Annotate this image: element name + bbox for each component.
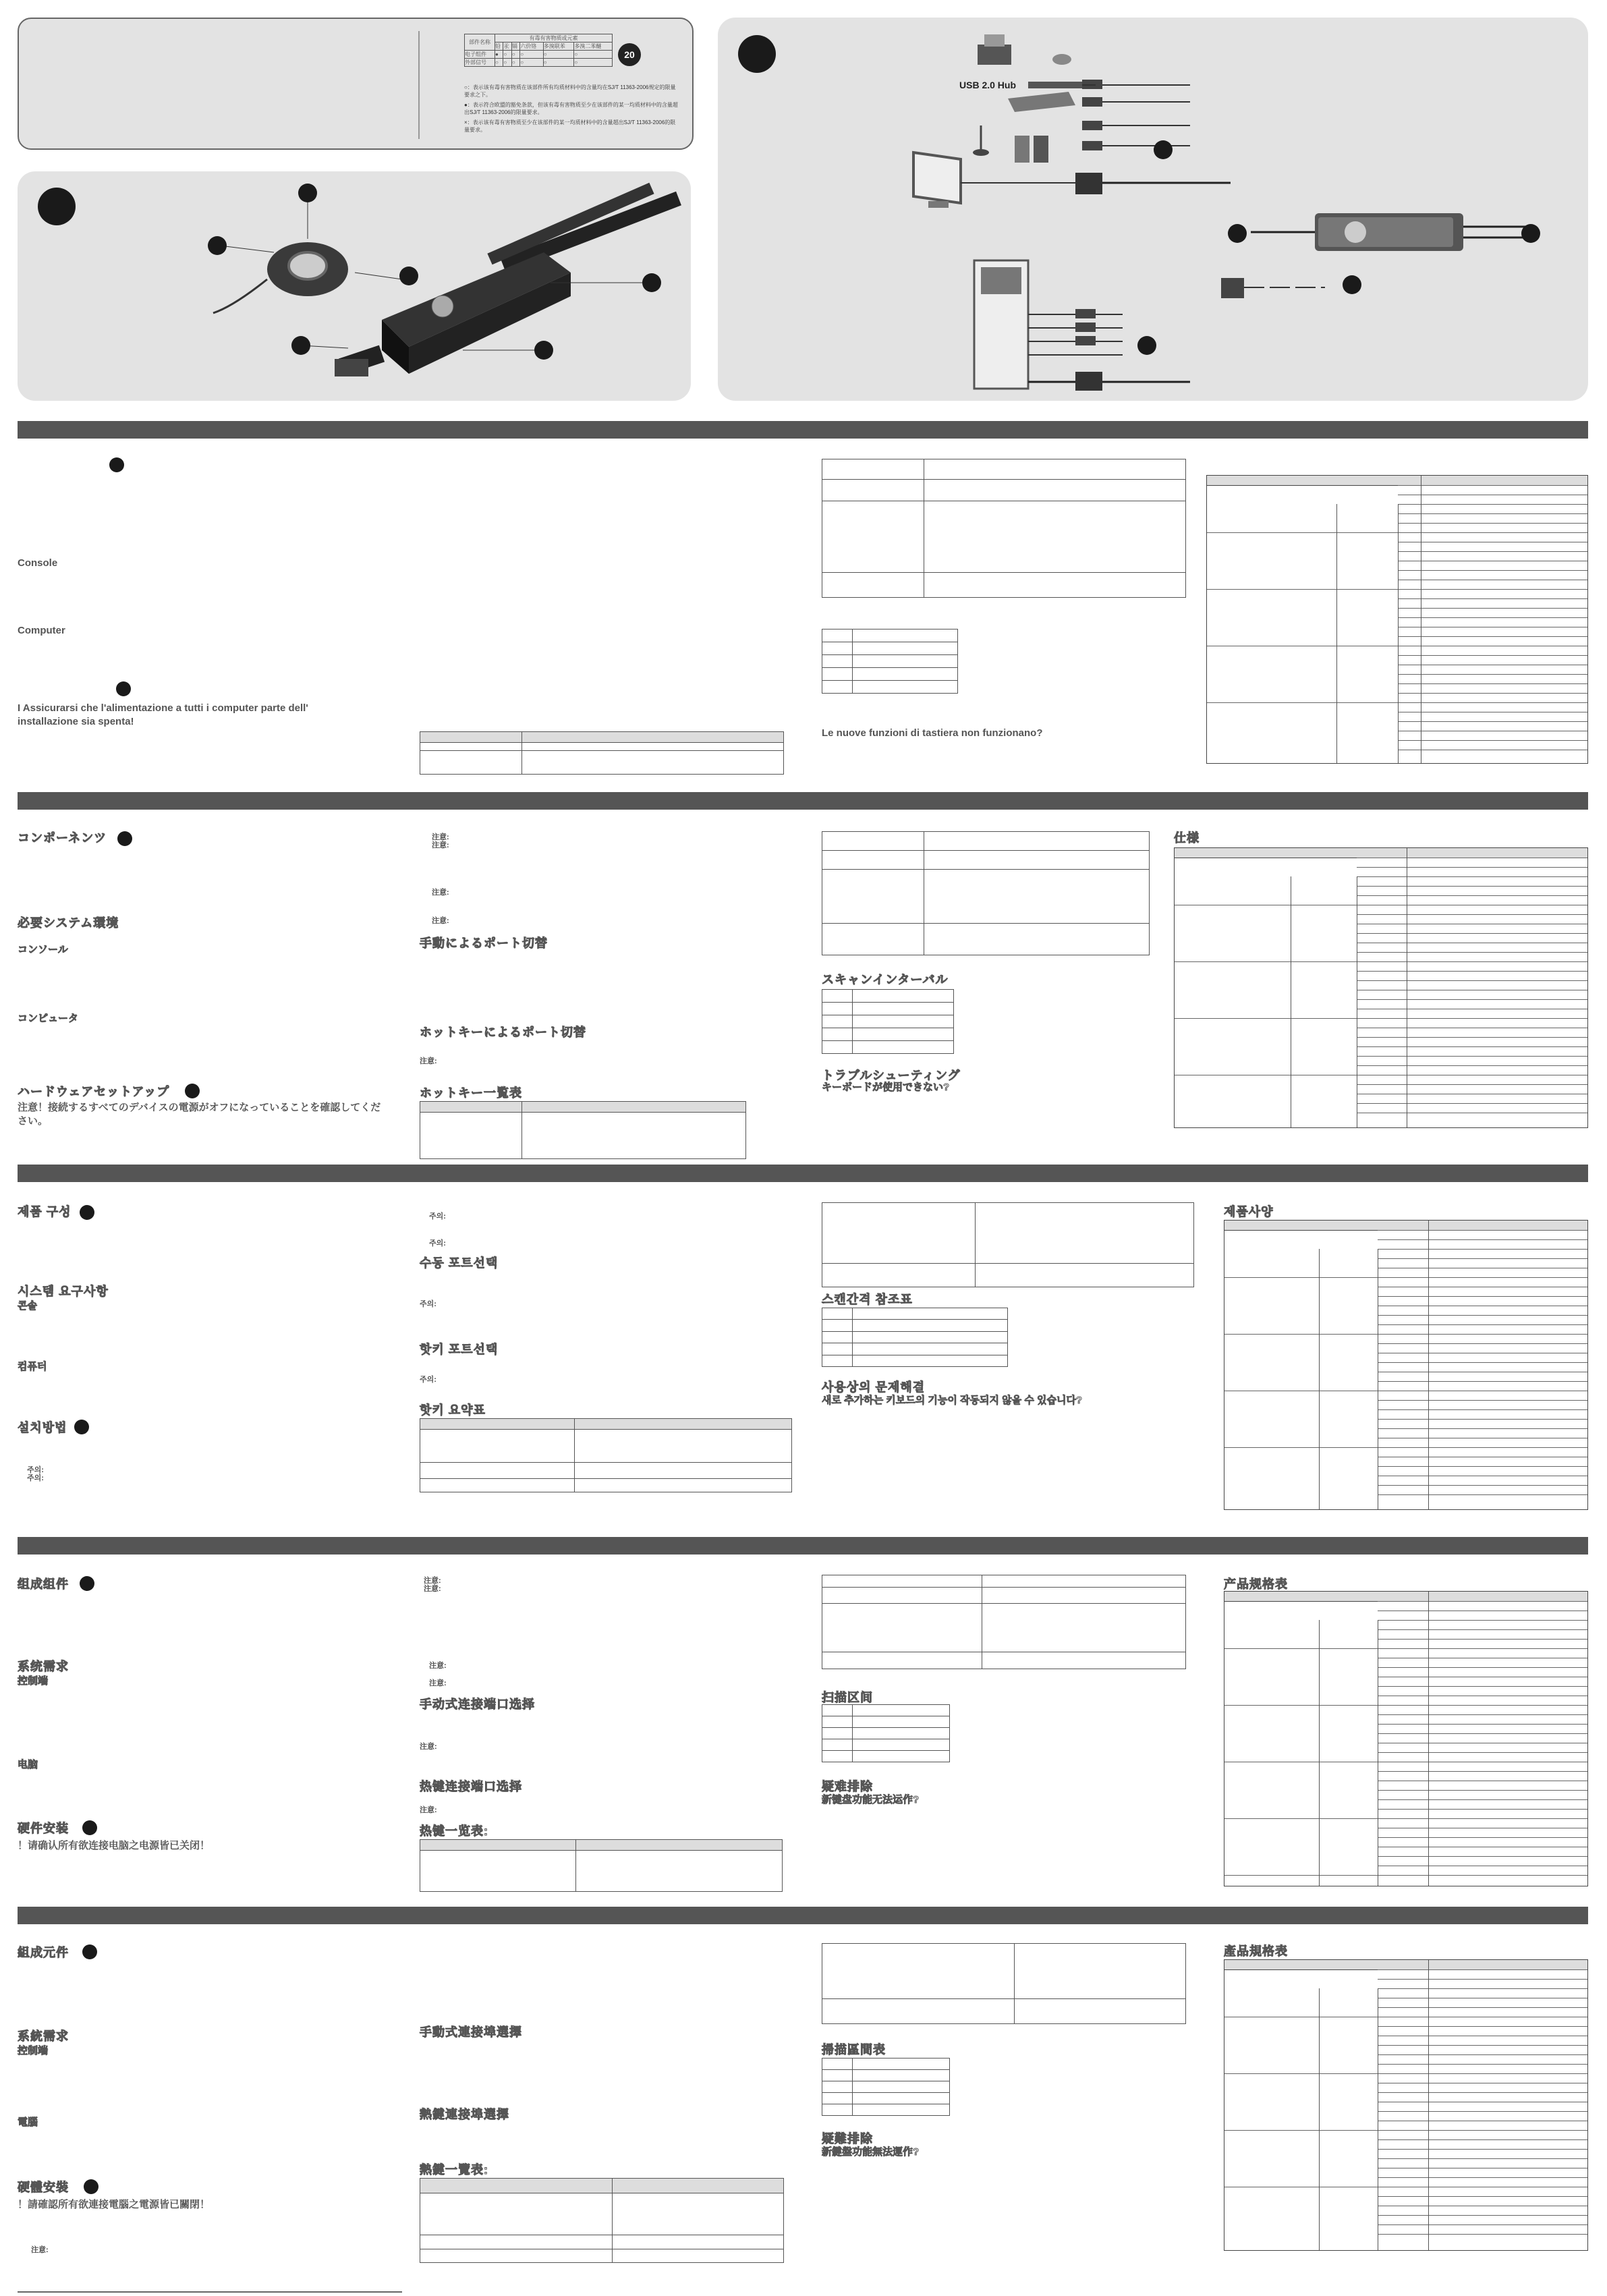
spec-row-line [1378,1296,1587,1297]
spec-heading: 产品规格表 [1224,1577,1288,1591]
note-label: 注意: [424,1577,441,1585]
spec-row-line [1398,740,1587,741]
note-label: 注意: [432,841,449,849]
spec-row-line [1378,1771,1587,1772]
spec-row-line [1378,2224,1587,2225]
command-table [822,1943,1186,2024]
summary-heading: 핫키 요약표 [420,1403,486,1417]
summary-heading: ホットキー一覧表 [420,1086,522,1100]
note-label: 주의: [420,1376,436,1384]
spec-row-line [1175,961,1587,962]
rohs-cell: ○ [543,59,574,67]
note-label: 注意: [420,1743,437,1751]
spec-row-line [1378,1837,1587,1838]
spec-row-line [1357,980,1587,981]
spec-row-line [1378,2149,1587,2150]
spec-row-line [1207,532,1587,533]
spec-row-line [1398,523,1587,524]
hotkey-heading: 熱鍵連接埠選擇 [420,2108,509,2121]
spec-row-line [1378,2215,1587,2216]
trouble-heading: 疑難排除 [822,2132,873,2146]
components-heading: コンポーネンツ [18,831,107,845]
hotkey-table [420,2178,784,2263]
spec-row-line [1378,2007,1587,2008]
note-label: 注意: [31,2246,49,2254]
spec-row-line [1378,1494,1587,1495]
spec-col-line [1319,1249,1320,1509]
spec-row-line [1357,1084,1587,1085]
trouble-question: 新鍵盤功能無法運作? [822,2146,920,2158]
spec-row-line [1378,1428,1587,1429]
spec-row-line [1378,2026,1587,2027]
spec-col-line [1398,504,1399,763]
console-heading: コンソール [18,944,68,955]
summary-heading: 热键一览表: [420,1824,488,1838]
rohs-col: 铅 [495,43,503,51]
scan-heading: 掃描區間表 [822,2043,886,2056]
setup-heading: 硬件安装 [18,1822,69,1835]
spec-heading: 產品規格表 [1224,1944,1288,1958]
spec-table [1174,847,1588,1128]
spec-row-line [1378,1620,1587,1621]
spec-row-line [1378,1856,1587,1857]
hotkey-heading: 핫키 포트선택 [420,1343,499,1356]
spec-row-line [1378,1752,1587,1753]
rohs-cell: ○ [520,59,544,67]
spec-row-line [1207,702,1587,703]
troubleshoot-question: Le nuove funzioni di tastiera non funzionano? [822,727,1043,739]
spec-row-line [1378,1400,1587,1401]
console-heading: Console [18,557,58,569]
spec-row-line [1207,589,1587,590]
spec-row-line [1378,2196,1587,2197]
rohs-table [464,34,613,67]
spec-row-line [1378,1667,1587,1668]
spec-row-line [1357,1065,1587,1066]
spec-table [1206,475,1588,764]
warning-text: ！请确认所有欲连接电脑之电源皆已关闭！ [18,1840,210,1851]
rohs-cell: ● [495,51,503,59]
rohs-cell: ○ [543,51,574,59]
spec-row-line [1378,1315,1587,1316]
spec-row-line [1378,1249,1587,1250]
spec-row-line [1357,952,1587,953]
setup-heading: ハードウェアセットアップ [18,1085,170,1098]
spec-row-line [1398,513,1587,514]
note-label: 注意: [429,1679,447,1687]
command-table [822,1575,1186,1669]
rohs-cell: ○ [503,59,511,67]
spec-row-line [1378,1686,1587,1687]
warning-text: ！請確認所有欲連接電腦之電源皆已關閉！ [18,2199,210,2210]
hotkey-table [420,731,784,775]
spec-row-line [1224,1334,1587,1335]
section-marker [80,1205,94,1220]
note-label: 주의: [429,1239,446,1248]
trouble-heading: 疑难排除 [822,1780,873,1793]
computer-heading: Computer [18,625,65,636]
spec-row-line [1398,721,1587,722]
spec-row-line [1378,2054,1587,2055]
rohs-part-header: 部件名称 [465,34,495,51]
spec-table [1224,1591,1588,1886]
spec-header-row [1224,1592,1587,1602]
rohs-title: 有毒有害物质或元素 [495,34,613,43]
trouble-question: 新键盘功能无法运作? [822,1794,920,1805]
hotkey-heading: 热键连接端口选择 [420,1780,522,1793]
spec-row-line [1224,1875,1587,1876]
rohs-row-name: 外部信号 [465,59,495,67]
product-panel [18,171,691,401]
spec-row-line [1398,608,1587,609]
spec-row-line [1378,2064,1587,2065]
section-marker [116,681,131,696]
spec-row-line [1378,1724,1587,1725]
computer-heading: 電腦 [18,2117,38,2128]
note-label: 注意: [420,1057,437,1065]
spec-heading: 仕様 [1174,831,1200,845]
command-table [822,1202,1194,1287]
trouble-heading: 사용상의 문제해결 [822,1380,926,1394]
spec-row-line [1224,1648,1587,1649]
command-table [822,831,1150,955]
console-heading: 控制端 [18,1675,49,1687]
spec-row-line [1398,598,1587,599]
spec-col-line [1319,1988,1320,2250]
spec-header-row [1224,1221,1587,1231]
spec-row-line [1224,2130,1587,2131]
hotkey-heading: ホットキーによるポート切替 [420,1026,586,1039]
spec-row-line [1378,1485,1587,1486]
rohs-col: 镉 [511,43,519,51]
section-marker [82,1944,97,1959]
requirements-heading: 系统需求 [18,1660,69,1673]
rohs-cell: ○ [574,59,613,67]
spec-row-line [1378,1466,1587,1467]
rohs-note: ×：表示该有毒有害物质至少在该部件的某一均质材料中的含量超出SJ/T 11363-2006的限量要求。 [464,119,676,133]
scan-table [822,1308,1008,1367]
spec-row-line [1378,1790,1587,1791]
spec-row-line [1378,1601,1587,1602]
section-bar [18,1165,1588,1182]
scan-heading: スキャンインターバル [822,973,949,986]
scan-table [822,989,954,1054]
rohs-cell: ○ [511,51,519,59]
note-label: 注意: [432,917,449,925]
note-label: 注意: [432,833,449,841]
section-bar [18,1537,1588,1555]
spec-row-line [1398,551,1587,552]
section-marker [117,831,132,846]
warning-text: I Assicurarsi che l'alimentazione a tutti i computer parte dell' installazione sia spenta! [18,702,308,727]
spec-row-line [1378,2045,1587,2046]
components-heading: 제품 구성 [18,1205,72,1219]
spec-row-line [1378,2177,1587,2178]
spec-col-line [1319,1620,1320,1886]
product-illustration [18,171,691,401]
scan-heading: 스캔간격 참조표 [822,1293,913,1306]
hub-label: USB 2.0 Hub [959,80,1017,90]
section-marker [109,457,124,472]
spec-row-line [1357,971,1587,972]
hotkey-table [420,1101,746,1159]
spec-header-row [1175,848,1587,858]
warning-text: 注意！接続するすべてのデバイスの電源がオフになっていることを確認してください。 [18,1102,381,1127]
scan-heading: 扫描区间 [822,1691,873,1704]
spec-row-line [1398,693,1587,694]
rohs-note: ●：表示符合欧盟的豁免条款，但该有毒有害物质至少在该部件的某一均质材料中的含量超出SJ/T 11363-2006的限量要求。 [464,102,678,115]
spec-col-line [1428,1592,1429,1886]
spec-row-line [1224,1447,1587,1448]
note-label: 注意: [429,1662,447,1670]
spec-row-line [1224,1705,1587,1706]
rohs-cell: ○ [503,51,511,59]
spec-row-line [1357,867,1587,868]
rohs-col: 多溴二苯醚 [574,43,613,51]
spec-header-row [1207,476,1587,486]
rohs-cell: ○ [511,59,519,67]
note-label: 주의: [429,1212,446,1221]
spec-row-line [1378,1409,1587,1410]
section-marker [84,2179,98,2194]
console-heading: 控制端 [18,2045,49,2056]
spec-row-line [1378,1324,1587,1325]
spec-row-line [1357,1037,1587,1038]
spec-row-line [1398,504,1587,505]
section-bar [18,421,1588,439]
rohs-row-name: 电子组件 [465,51,495,59]
spec-col-line [1428,1221,1429,1509]
note-label: 注意: [432,889,449,897]
trouble-question: キーボードが使用できない? [822,1082,950,1093]
spec-row-line [1357,876,1587,877]
spec-row-line [1224,1277,1587,1278]
spec-row-line [1378,2111,1587,2112]
spec-row-line [1378,1629,1587,1630]
components-heading: 组成组件 [18,1577,69,1591]
spec-row-line [1378,1419,1587,1420]
spec-row-line [1378,1799,1587,1800]
rohs-badge: 20 [618,43,641,66]
trouble-heading: トラブルシューティング [822,1069,961,1082]
spec-row-line [1357,914,1587,915]
scan-table [822,2058,950,2116]
installation-diagram [718,18,1588,401]
trouble-question: 새로 추가하는 키보드의 기능이 작동되지 않을 수 있습니다? [822,1395,1083,1406]
spec-row-line [1224,1818,1587,1819]
spec-row-line [1357,1056,1587,1057]
spec-row-line [1398,485,1587,486]
spec-row-line [1378,2234,1587,2235]
spec-row-line [1398,655,1587,656]
spec-row-line [1357,999,1587,1000]
note-label: 주의: [420,1300,436,1308]
command-table [822,459,1186,598]
spec-col-line [1336,504,1337,763]
spec-row-line [1398,636,1587,637]
spec-row-line [1398,617,1587,618]
spec-row-line [1378,1714,1587,1715]
rohs-panel [18,18,694,150]
rohs-col: 六价铬 [520,43,544,51]
spec-row-line [1357,933,1587,934]
spec-row-line [1378,1733,1587,1734]
spec-row-line [1378,1239,1587,1240]
manual-heading: 수동 포트선택 [420,1256,499,1270]
spec-col-line [1428,1960,1429,2250]
rohs-col: 多溴联苯 [543,43,574,51]
rohs-cell: ○ [574,51,613,59]
scan-table [822,629,958,694]
note-label: 注意: [424,1585,441,1593]
spec-row-line [1398,674,1587,675]
setup-heading: 설치방법 [18,1421,67,1434]
section-marker [82,1820,97,1835]
rohs-cell: ○ [520,51,544,59]
scan-table [822,1704,950,1762]
spec-table [1224,1220,1588,1510]
spec-heading: 제품사양 [1224,1205,1274,1219]
note-label: 주의: [27,1466,44,1474]
divider [18,2291,402,2293]
note-label: 注意: [420,1806,437,1814]
rohs-note: ○：表示该有毒有害物质在该部件所有均质材料中的含量均在SJ/T 11363-2006规定的限量要求之下。 [464,84,676,98]
spec-table [1224,1959,1588,2251]
section-marker [185,1084,200,1098]
rohs-col: 汞 [503,43,511,51]
spec-row-line [1378,1979,1587,1980]
hotkey-table [420,1418,792,1492]
components-heading: 組成元件 [18,1946,69,1959]
summary-heading: 熱鍵一覽表: [420,2163,488,2177]
spec-row-line [1378,2158,1587,2159]
section-marker [80,1576,94,1591]
spec-row-line [1378,1381,1587,1382]
spec-row-line [1378,1362,1587,1363]
manual-heading: 手動によるポート切替 [420,936,548,950]
computer-heading: 电脑 [18,1759,38,1770]
spec-header-row [1224,1960,1587,1970]
spec-row-line [1398,683,1587,684]
spec-row-line [1357,1103,1587,1104]
spec-row-line [1398,570,1587,571]
spec-row-line [1378,2139,1587,2140]
manual-heading: 手動式連接埠選擇 [420,2025,522,2039]
spec-row-line [1378,1639,1587,1640]
rohs-cell: ○ [495,59,503,67]
spec-row-line [1357,1046,1587,1047]
spec-row-line [1378,1230,1587,1231]
spec-row-line [1378,1809,1587,1810]
installation-panel [718,18,1588,401]
section-bar [18,792,1588,810]
computer-heading: コンピュータ [18,1013,79,1024]
spec-row-line [1357,886,1587,887]
requirements-heading: 系統需求 [18,2029,69,2043]
requirements-heading: 시스템 요구사항 [18,1285,109,1298]
spec-row-line [1378,1258,1587,1259]
hotkey-table [420,1839,783,1892]
divider [418,31,420,139]
spec-row-line [1378,1988,1587,1989]
spec-row-line [1357,895,1587,896]
setup-heading: 硬體安裝 [18,2181,69,2194]
manual-heading: 手动式连接端口选择 [420,1698,535,1711]
computer-heading: 컴퓨터 [18,1361,47,1372]
spec-row-line [1378,2092,1587,2093]
console-heading: 콘솔 [18,1300,37,1312]
spec-row-line [1175,1018,1587,1019]
note-label: 주의: [27,1474,44,1482]
section-marker [74,1420,89,1434]
section-bar [18,1907,1588,1924]
spec-row-line [1378,1969,1587,1970]
spec-row-line [1224,2073,1587,2074]
spec-row-line [1378,1343,1587,1344]
requirements-heading: 必要システム環境 [18,916,119,930]
